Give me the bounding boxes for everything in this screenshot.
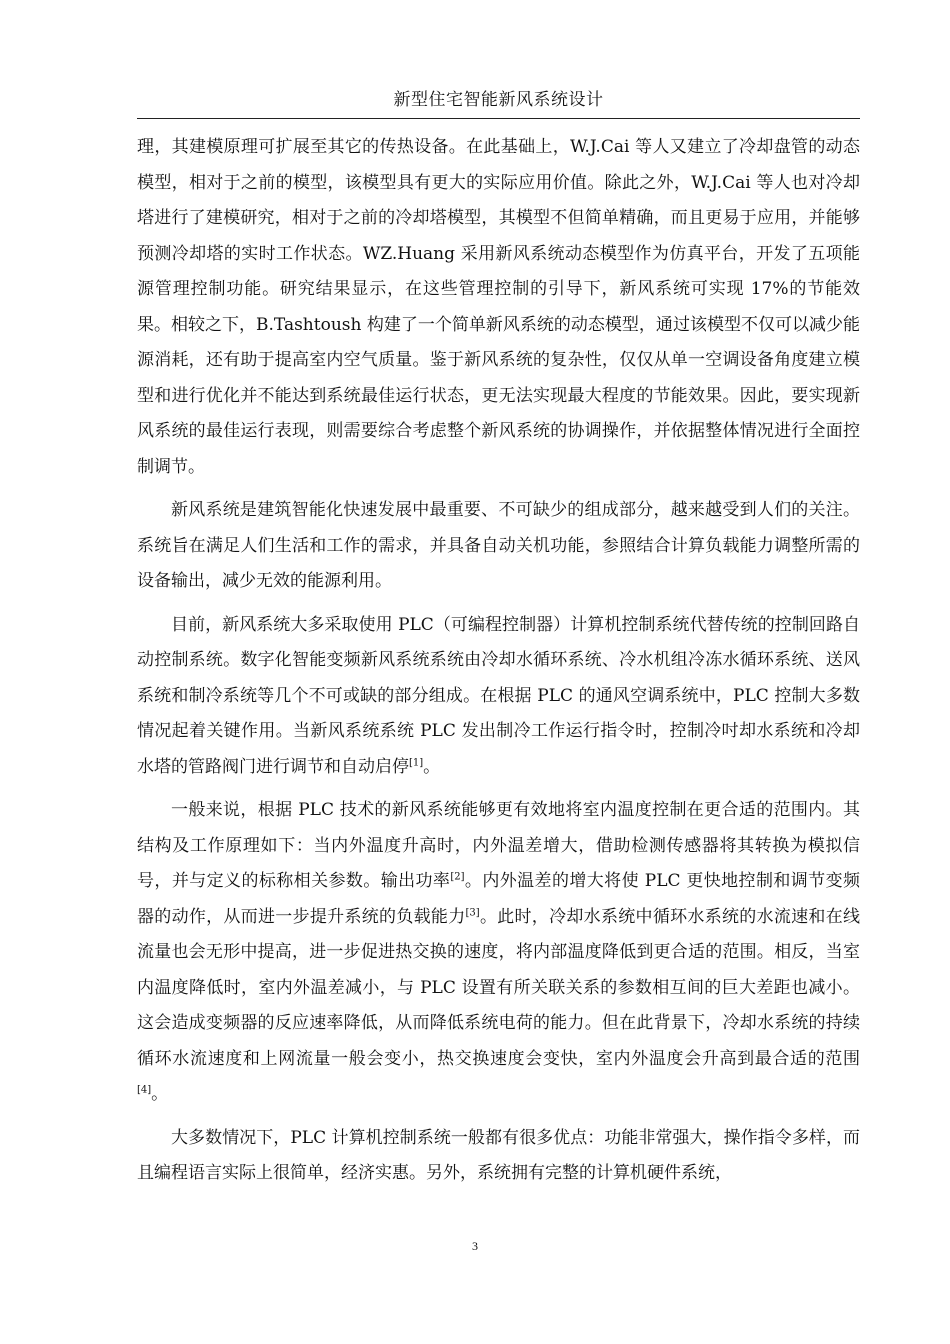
citation-ref: [1] <box>409 756 424 768</box>
paragraph <box>137 793 860 1113</box>
paragraph-text: 。内外温差的增大将使 PLC 更快地控制和调节变频器的动作，从而进一步提升系统的负载能力 <box>137 871 860 927</box>
paragraph-text: 新风系统是建筑智能化快速发展中最重要、不可缺少的组成部分，越来越受到人们的关注。系统旨在满足人们生活和工作的需求，并具备自动关机功能，参照结合计算负载能力调整所需的设备输出，减少无效的能源利用。 <box>137 500 860 591</box>
paragraph <box>137 608 860 786</box>
page-number: 3 <box>472 1239 478 1253</box>
header-rule <box>137 118 860 119</box>
paragraph-text: 。 <box>423 756 441 777</box>
paragraph-text: 。 <box>151 1084 169 1104</box>
citation-ref: [4] <box>137 1084 152 1096</box>
page-header-title: 新型住宅智能新风系统设计 <box>393 90 604 110</box>
paragraph-text: 目前，新风系统大多采取使用 PLC（可编程控制器）计算机控制系统代替传统的控制回路自动控制系统。数字化智能变频新风系统系统由冷却水循环系统、冷水机组冷冻水循环系统、送风系统和制冷系统等几个不可或缺的部分组成。在根据 PLC 的通风空调系统中，PLC 控制大多数情况起着关键作用。当新风系统系统 PLC 发出制冷工作运行指令时，控制冷吋却水系统和冷却水塔的管路阀门进行调节和自动启停 <box>137 614 860 777</box>
citation-ref: [2] <box>450 871 465 883</box>
paragraph-text: 一般来说，根据 PLC 技术的新风系统能够更有效地将室内温度控制在更合适的范围内。其结构及工作原理如下：当内外温度升高时，内外温差增大，借助检测传感器将其转换为模拟信号，并与定义的标称相关参数。输出功率 <box>137 800 860 891</box>
citation-ref: [3] <box>465 906 480 918</box>
paragraph <box>137 1121 860 1192</box>
body-text <box>137 130 860 1200</box>
paragraph <box>137 130 860 485</box>
paragraph <box>137 493 860 600</box>
paragraph-text: 大多数情况下，PLC 计算机控制系统一般都有很多优点：功能非常强大，操作指令多样，而且编程语言实际上很简单，经济实惠。另外，系统拥有完整的计算机硬件系统， <box>137 1127 860 1183</box>
paragraph-text: 理，其建模原理可扩展至其它的传热设备。在此基础上，W.J.Cai 等人又建立了冷却盘管的动态模型，相对于之前的模型，该模型具有更大的实际应用价值。除此之外，W.J.Cai 等人也对冷却塔进行了建模研究，相对于之前的冷却塔模型，其模型不但简单精确，而且更易于应用，并能够预测冷却塔的实时工作状态。WZ.Huang 采用新风系统动态模型作为仿真平台，开发了五项能源管理控制功能。研究结果显示，在这些管理控制的引导下，新风系统可实现 17%的节能效果。相较之下，B.Tashtoush 构建了一个简单新风系统的动态模型，通过该模型不仅可以减少能源消耗，还有助于提高室内空气质量。鉴于新风系统的复杂性，仅仅从单一空调设备角度建立模型和进行优化并不能达到系统最佳运行状态，更无法实现最大程度的节能效果。因此，要实现新风系统的最佳运行表现，则需要综合考虑整个新风系统的协调操作，并依据整体情况进行全面控制调节。 <box>137 137 860 477</box>
paragraph-text: 。此时，冷却水系统中循环水系统的水流速和在线流量也会无形中提高，进一步促进热交换的速度，将内部温度降低到更合适的范围。相反，当室内温度降低时，室内外温差减小，与 PLC 设置有所关联关系的参数相互间的巨大差距也减小。这会造成变频器的反应速率降低，从而降低系统电荷的能力。但在此背景下，冷却水系统的持续循环水流速度和上网流量一般会变小，热交换速度会变快，室内外温度会升高到最合适的范围 <box>137 906 861 1069</box>
